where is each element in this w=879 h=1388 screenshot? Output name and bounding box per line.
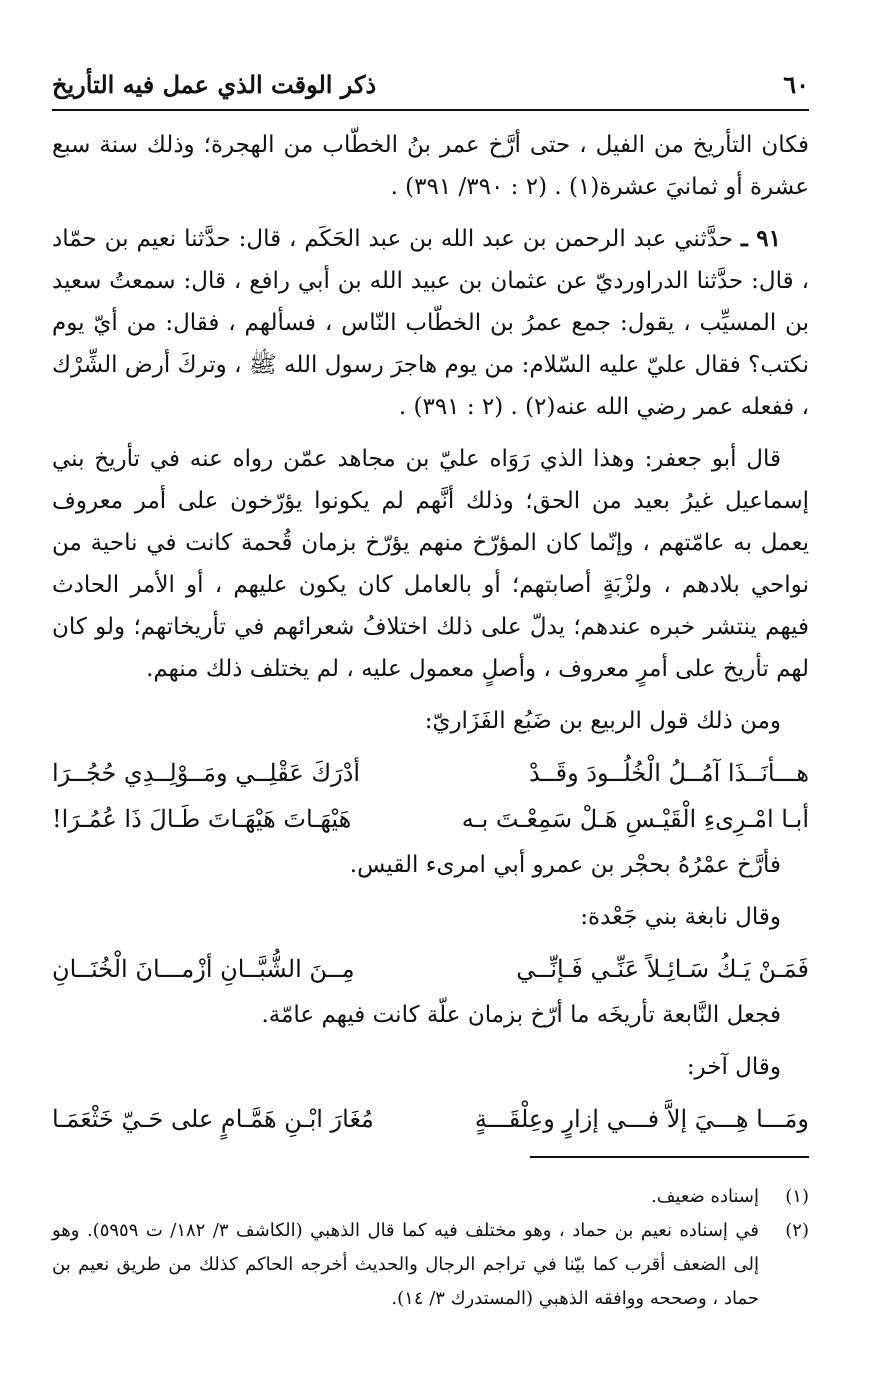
verse-3-first-hemistich: فَمَـنْ يَـكُ سَـائِـلاً عَنِّـي فَـإنِّــي	[516, 955, 809, 983]
verse-2-first-hemistich: أبـا امْـرِىءِ الْقَيْـسِ هَـلْ سَمِعْـتَ بـه	[461, 805, 809, 833]
footnote-2	[52, 1214, 809, 1316]
paragraph-hadith-91	[52, 218, 809, 428]
paragraph-5: فأرَّخ عمْرُهُ بحجْر بن عمرو أبي امرىء القيس.	[349, 852, 781, 878]
footnote-2-number: (٢)	[785, 1220, 809, 1241]
paragraph-6: وقال نابغة بني جَعْدة:	[580, 904, 781, 930]
hadith-number: ٩١ ـ	[740, 225, 782, 252]
verse-3-second-hemistich: مِــنَ الشُّبَّــانِ أزْمـــانَ الْخُنَــانِ	[52, 955, 355, 983]
footnote-1	[52, 1180, 809, 1214]
main-text	[52, 124, 809, 1144]
footnotes	[52, 1180, 809, 1316]
verse-4-second-hemistich: مُغَارَ ابْـنِ هَمَّـامٍ على حَـيّ خَثْعَمَـا	[52, 1105, 374, 1133]
paragraph-1: فكان التأريخ من الفيل ، حتى أرَّخ عمر بنُ الخطّاب من الهجرة؛ وذلك سنة سبع عشرة أو ثمانيَ عشرة(١) . (٢ : ٣٩٠/ ٣٩١) .	[52, 132, 809, 200]
running-title: ذكر الوقت الذي عمل فيه التأريخ	[52, 69, 377, 99]
verse-2-second-hemistich: هَيْهَـاتَ هَيْهَـاتَ طَـالَ ذَا عُمُـرَا!	[52, 805, 352, 833]
verse-1-first-hemistich: هـــأنَــذَا آمُــلُ الْخُلُــودَ وقَــدْ	[528, 759, 809, 787]
paragraph-7: فجعل النَّابعة تأريخَه ما أرّخ بزمان علّة كانت فيهم عامّة.	[261, 1002, 781, 1028]
header-divider	[52, 109, 809, 111]
verse-2	[52, 798, 809, 840]
page-header	[52, 62, 809, 106]
footnote-1-number: (١)	[785, 1186, 809, 1207]
verse-4-first-hemistich: ومَـــا هِـــيَ إلاَّ فـــي إزارٍ وعِلْقَـــةٍ	[474, 1105, 809, 1133]
footnote-2-text: في إسناده نعيم بن حماد ، وهو مختلف فيه كما قال الذهبي (الكاشف ٣/ ١٨٢/ ت ٥٩٥٩). وهو إلى الضعف أقرب كما بيّنا في تراجم الرجال والحديث أخرجه الحاكم كذلك من طريق نعيم بن حماد ، وصححه ووافقه الذهبي (المستدرك ٣/ ١٤).	[52, 1220, 759, 1309]
verse-1-second-hemistich: أدْرَكَ عَقْلِــي ومَــوْلِــدِي حُجُــرَا	[52, 759, 361, 787]
verse-3	[52, 948, 809, 990]
footnote-1-text: إسناده ضعيف.	[651, 1186, 759, 1207]
footnote-divider	[530, 1156, 809, 1158]
hadith-text: حدَّثني عبد الرحمن بن عبد الله بن عبد الحَكَم ، قال: حدَّثنا نعيم بن حمّاد ، قال: حدَّثنا الدراورديّ عن عثمان بن عبيد الله بن أبي رافع ، قال: سمعتُ سعيد بن المسيِّب ، يقول: جمع عمرُ بن الخطّاب النّاس ، فسألهم ، فقال: من أيّ يوم نكتب؟ فقال عليّ عليه السّلام: من يوم هاجرَ رسول الله ﷺ ، وتركَ أرض الشِّرْك ، ففعله عمر رضي الله عنه(٢) . (٢ : ٣٩١) .	[52, 226, 809, 420]
page-number: ٦٠	[783, 69, 809, 99]
paragraph-8: وقال آخر:	[686, 1054, 781, 1080]
paragraph-4: ومن ذلك قول الربيع بن ضَبُع الفَزَاريّ:	[424, 708, 781, 734]
verse-1	[52, 752, 809, 794]
verse-4	[52, 1098, 809, 1140]
paragraph-3: قال أبو جعفر: وهذا الذي رَوَاه عليّ بن مجاهد عمّن رواه عنه في تأريخ بني إسماعيل غيرُ بعيد من الحق؛ وذلك أنَّهم لم يكونوا يؤرّخون على أمر معروف يعمل به عامّتهم ، وإنّما كان المؤرّخ منهم يؤرّخ بزمان قُحمة كانت في ناحية من نواحي بلادهم ، ولزْبَةٍ أصابتهم؛ أو بالعامل كان يكون عليهم ، أو الأمر الحادث فيهم ينتشر خبره عندهم؛ يدلّ على ذلك اختلافُ شعرائهم في تأريخاتهم؛ ولو كان لهم تأريخ على أمرٍ معروف ، وأصلٍ معمول عليه ، لم يختلف ذلك منهم.	[52, 446, 809, 682]
